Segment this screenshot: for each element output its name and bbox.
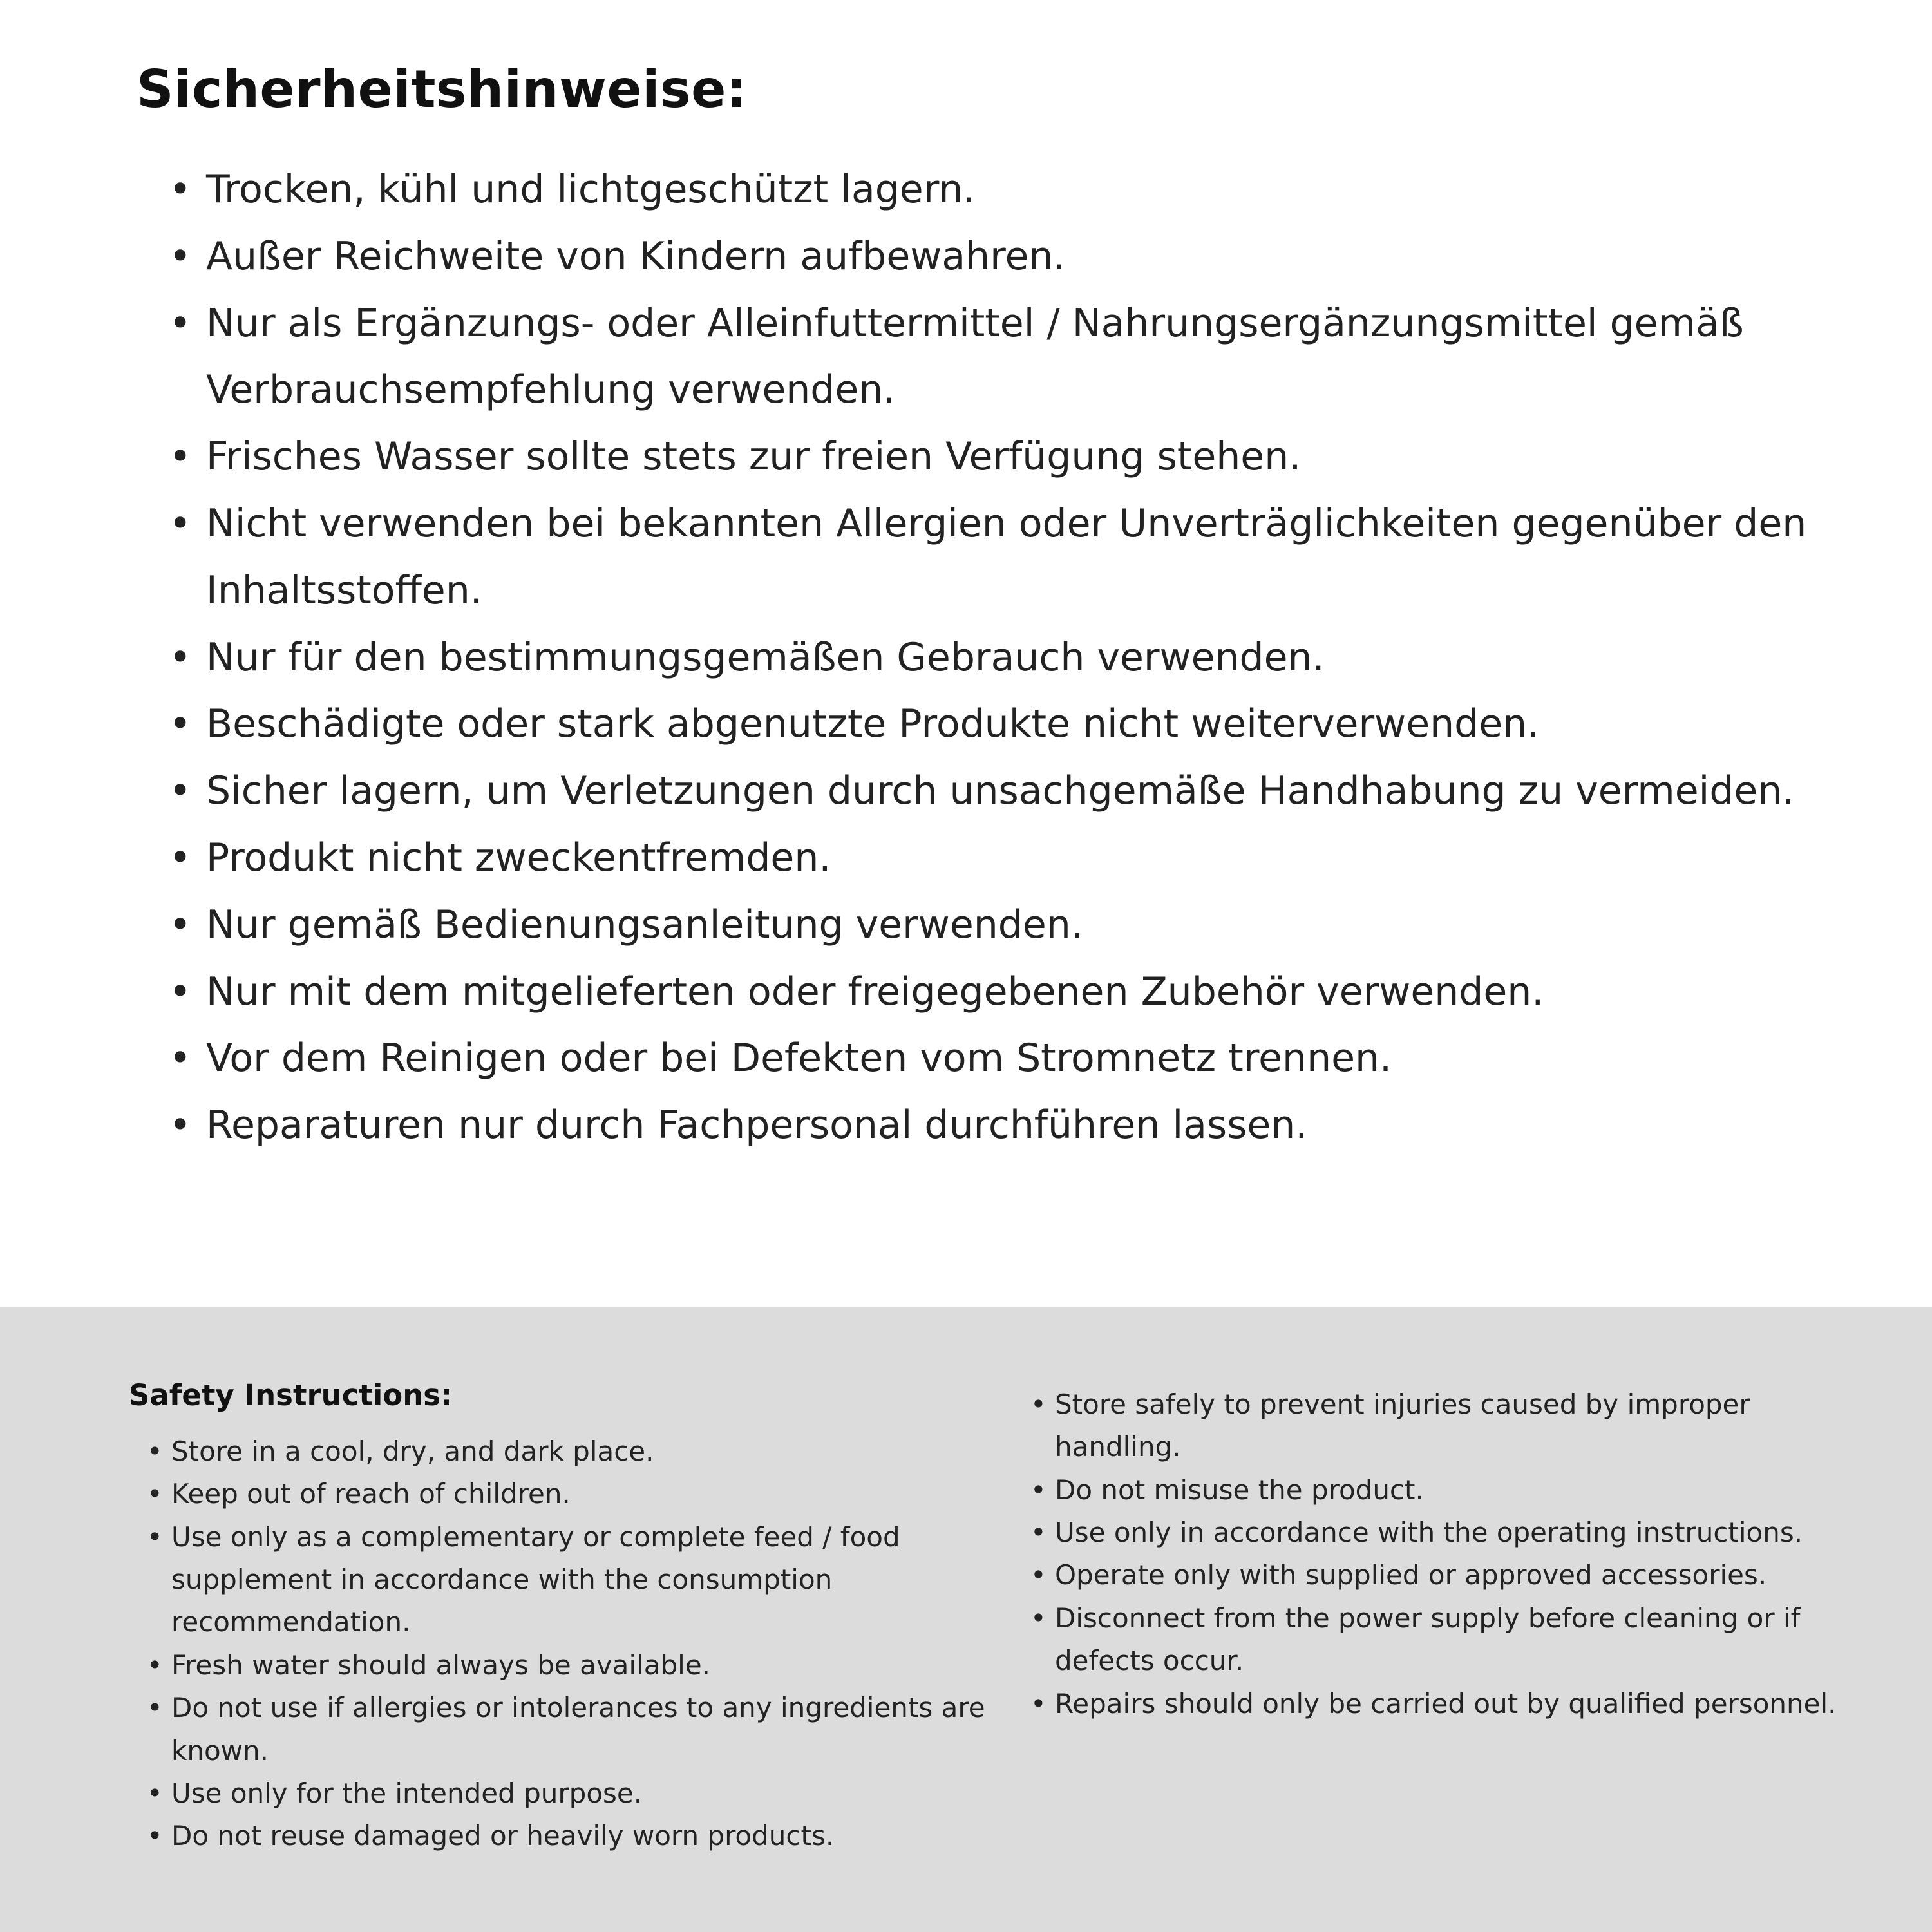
- list-item: [169, 959, 1816, 1026]
- bullet-icon: •: [147, 1649, 163, 1681]
- list-item-text: Disconnect from the power supply before cleaning or if defects occur.: [1055, 1602, 1801, 1677]
- list-item: [169, 758, 1816, 825]
- german-section-title: Sicherheitshinweise:: [137, 59, 748, 119]
- bullet-icon: •: [147, 1692, 163, 1724]
- list-item-text: Store in a cool, dry, and dark place.: [171, 1435, 654, 1467]
- list-item-text: Reparaturen nur durch Fachpersonal durchführen lassen.: [206, 1103, 1308, 1148]
- list-item-text: Use only for the intended purpose.: [171, 1777, 643, 1809]
- list-item-text: Use only as a complementary or complete feed / food supplement in accordance with the consumption recommendation.: [171, 1520, 900, 1638]
- english-safety-section: [0, 1307, 1932, 1932]
- list-item: [147, 1473, 1005, 1515]
- bullet-icon: •: [169, 434, 192, 480]
- list-item: [169, 825, 1816, 892]
- list-item: [169, 625, 1816, 692]
- english-safety-list-right: [1030, 1383, 1848, 1725]
- list-item-text: Repairs should only be carried out by qualified personnel.: [1055, 1687, 1837, 1719]
- list-item: [1030, 1383, 1848, 1469]
- list-item-text: Produkt nicht zweckentfremden.: [206, 835, 831, 880]
- list-item: [1030, 1597, 1848, 1683]
- list-item-text: Do not misuse the product.: [1055, 1473, 1424, 1506]
- list-item-text: Frisches Wasser sollte stets zur freien Verfügung stehen.: [206, 434, 1302, 480]
- bullet-icon: •: [169, 500, 192, 546]
- list-item: [147, 1687, 1005, 1772]
- list-item: [169, 1092, 1816, 1159]
- bullet-icon: •: [147, 1520, 163, 1553]
- bullet-icon: •: [169, 1103, 192, 1148]
- english-left-column: [129, 1378, 1005, 1932]
- list-item: [169, 223, 1816, 290]
- list-item-text: Trocken, kühl und lichtgeschützt lagern.: [206, 167, 976, 212]
- list-item-text: Sicher lagern, um Verletzungen durch unsachgemäße Handhabung zu vermeiden.: [206, 768, 1795, 814]
- list-item-text: Nur mit dem mitgelieferten oder freigegebenen Zubehör verwenden.: [206, 969, 1544, 1014]
- list-item-text: Store safely to prevent injuries caused by improper handling.: [1055, 1388, 1750, 1463]
- list-item-text: Fresh water should always be available.: [171, 1649, 711, 1681]
- list-item: [1030, 1469, 1848, 1511]
- list-item-text: Nicht verwenden bei bekannten Allergien oder Unverträglichkeiten gegenüber den Inhaltsstoffen.: [206, 500, 1807, 613]
- bullet-icon: •: [169, 969, 192, 1014]
- bullet-icon: •: [169, 233, 192, 279]
- bullet-icon: •: [169, 1036, 192, 1081]
- list-item-text: Use only in accordance with the operating instructions.: [1055, 1517, 1803, 1549]
- list-item: [1030, 1554, 1848, 1596]
- list-item: [169, 892, 1816, 959]
- german-safety-list: [137, 156, 1816, 1159]
- list-item-text: Operate only with supplied or approved accessories.: [1055, 1559, 1767, 1591]
- list-item-text: Nur als Ergänzungs- oder Alleinfuttermittel / Nahrungsergänzungsmittel gemäß Verbrauchsempfehlung verwenden.: [206, 300, 1744, 413]
- bullet-icon: •: [1030, 1559, 1046, 1591]
- list-item: [147, 1430, 1005, 1473]
- bullet-icon: •: [1030, 1517, 1046, 1549]
- english-section-title: Safety Instructions:: [129, 1378, 453, 1412]
- bullet-icon: •: [147, 1478, 163, 1510]
- bullet-icon: •: [169, 300, 192, 346]
- list-item: [169, 424, 1816, 491]
- bullet-icon: •: [1030, 1388, 1046, 1420]
- list-item-text: Do not reuse damaged or heavily worn products.: [171, 1820, 835, 1852]
- list-item-text: Nur gemäß Bedienungsanleitung verwenden.: [206, 902, 1083, 947]
- bullet-icon: •: [169, 701, 192, 747]
- list-item-text: Vor dem Reinigen oder bei Defekten vom Stromnetz trennen.: [206, 1036, 1392, 1081]
- bullet-icon: •: [1030, 1473, 1046, 1506]
- bullet-icon: •: [169, 835, 192, 880]
- english-safety-list-left: [129, 1430, 1005, 1858]
- list-item-text: Nur für den bestimmungsgemäßen Gebrauch verwenden.: [206, 634, 1325, 680]
- list-item: [169, 290, 1816, 424]
- bullet-icon: •: [147, 1777, 163, 1809]
- list-item: [169, 1025, 1816, 1092]
- english-right-column: [1030, 1378, 1848, 1932]
- bullet-icon: •: [169, 634, 192, 680]
- list-item-text: Do not use if allergies or intolerances to any ingredients are known.: [171, 1692, 985, 1766]
- list-item: [1030, 1511, 1848, 1554]
- list-item: [147, 1815, 1005, 1857]
- list-item: [1030, 1683, 1848, 1725]
- list-item: [147, 1772, 1005, 1815]
- bullet-icon: •: [147, 1435, 163, 1467]
- bullet-icon: •: [169, 902, 192, 947]
- bullet-icon: •: [147, 1820, 163, 1852]
- list-item-text: Beschädigte oder stark abgenutzte Produkte nicht weiterverwenden.: [206, 701, 1540, 747]
- list-item: [169, 691, 1816, 758]
- list-item-text: Außer Reichweite von Kindern aufbewahren.: [206, 233, 1066, 279]
- bullet-icon: •: [169, 768, 192, 814]
- bullet-icon: •: [169, 167, 192, 212]
- list-item: [169, 156, 1816, 223]
- list-item: [147, 1644, 1005, 1687]
- list-item: [147, 1516, 1005, 1644]
- bullet-icon: •: [1030, 1602, 1046, 1634]
- list-item-text: Keep out of reach of children.: [171, 1478, 571, 1510]
- list-item: [169, 491, 1816, 625]
- bullet-icon: •: [1030, 1687, 1046, 1719]
